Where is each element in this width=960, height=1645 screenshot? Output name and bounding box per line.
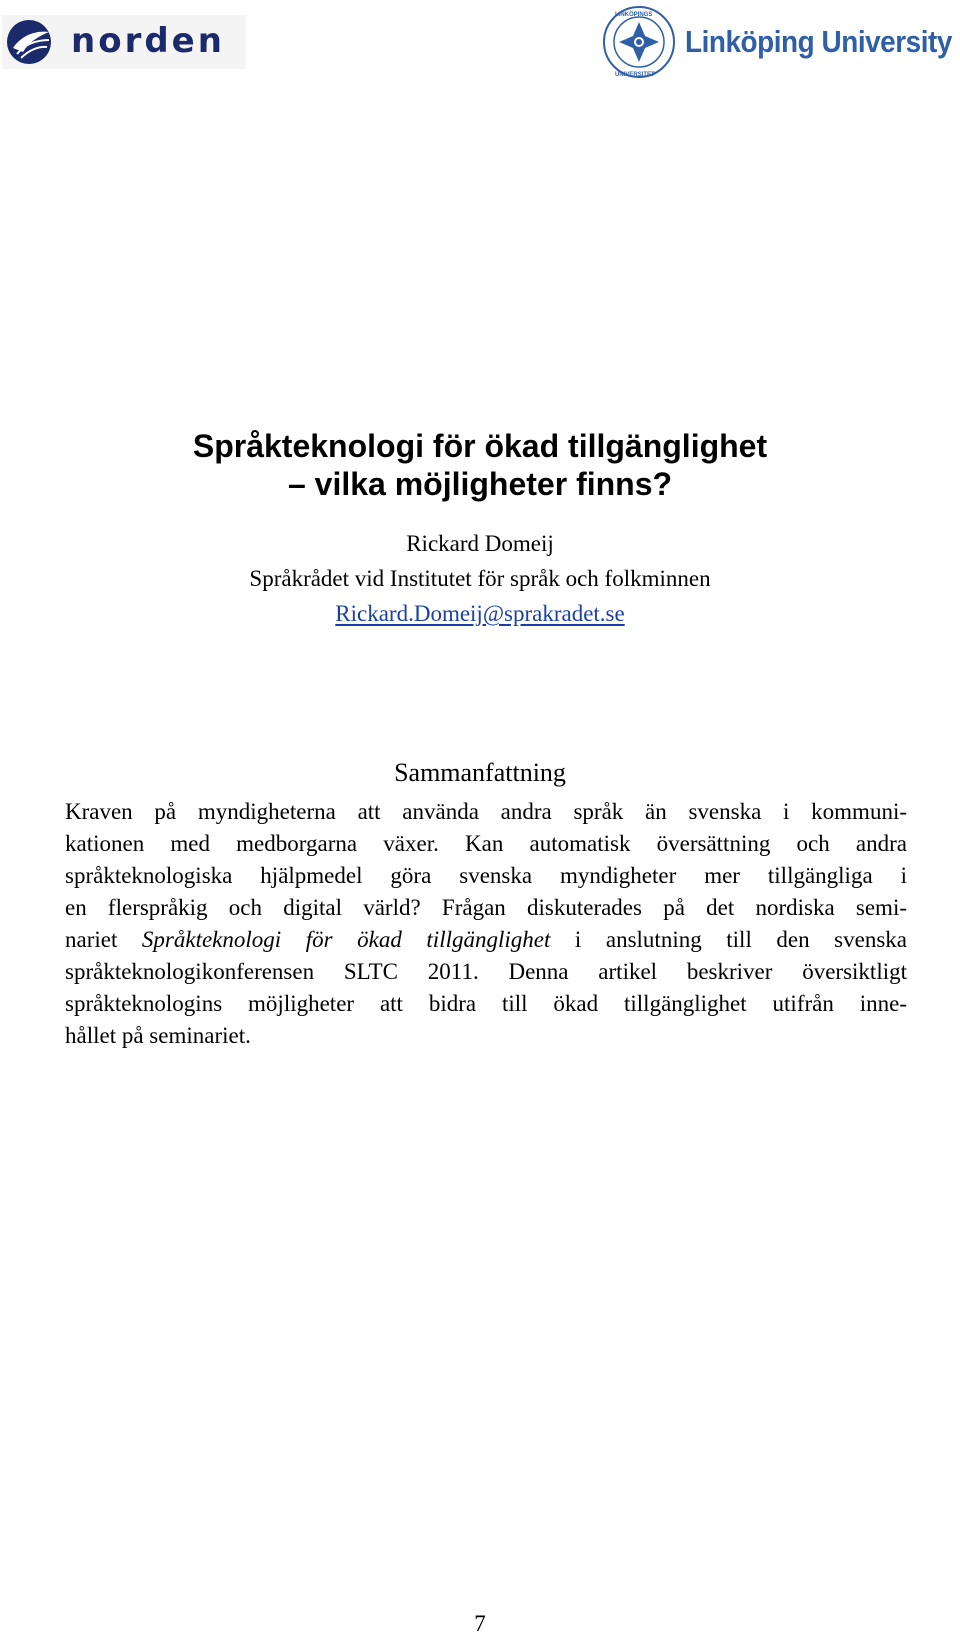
abstract-line: nariet Språkteknologi för ökad tillgänglighet i anslutning till den svenska [65,927,907,952]
liu-logo-text: Linköping University [685,24,952,59]
paper-title-line-1: Språkteknologi för ökad tillgänglighet [192,428,768,464]
author-name: Rickard Domeij [406,531,554,556]
liu-logo [601,3,956,81]
abstract-line: språkteknologins möjligheter att bidra till ökad tillgänglighet utifrån inne- [65,991,907,1016]
page-number: 7 [474,1611,486,1636]
norden-swan-icon [5,18,53,66]
author-affiliation: Språkrådet vid Institutet för språk och folkminnen [249,566,711,591]
abstract-line: språkteknologiska hjälpmedel göra svenska myndigheter mer tillgängliga i [65,863,907,888]
liu-seal-icon [601,4,677,80]
abstract-italic-title: Språkteknologi för ökad tillgänglighet [141,927,551,952]
norden-logo-text: norden [71,21,225,61]
norden-logo [2,15,246,69]
abstract-line: kationen med medborgarna växer. Kan automatisk översättning och andra [65,831,907,856]
abstract-line: språkteknologikonferensen SLTC 2011. Denna artikel beskriver översiktligt [65,959,907,984]
abstract-line: Kraven på myndigheterna att använda andra språk än svenska i kommuni- [65,799,907,824]
svg-text:UNIVERSITET: UNIVERSITET [615,72,655,78]
abstract-body [65,796,907,1052]
abstract-line: en flerspråkig och digital värld? Frågan diskuterades på det nordiska semi- [65,895,907,920]
abstract-heading: Sammanfattning [394,758,566,787]
author-email-link[interactable]: Rickard.Domeij@sprakradet.se [335,601,625,626]
paper-title-line-2: – vilka möjligheter finns? [287,466,673,502]
svg-text:LINKÖPINGS: LINKÖPINGS [615,12,653,18]
author-email [0,600,960,628]
abstract-line: hållet på seminariet. [65,1023,251,1048]
